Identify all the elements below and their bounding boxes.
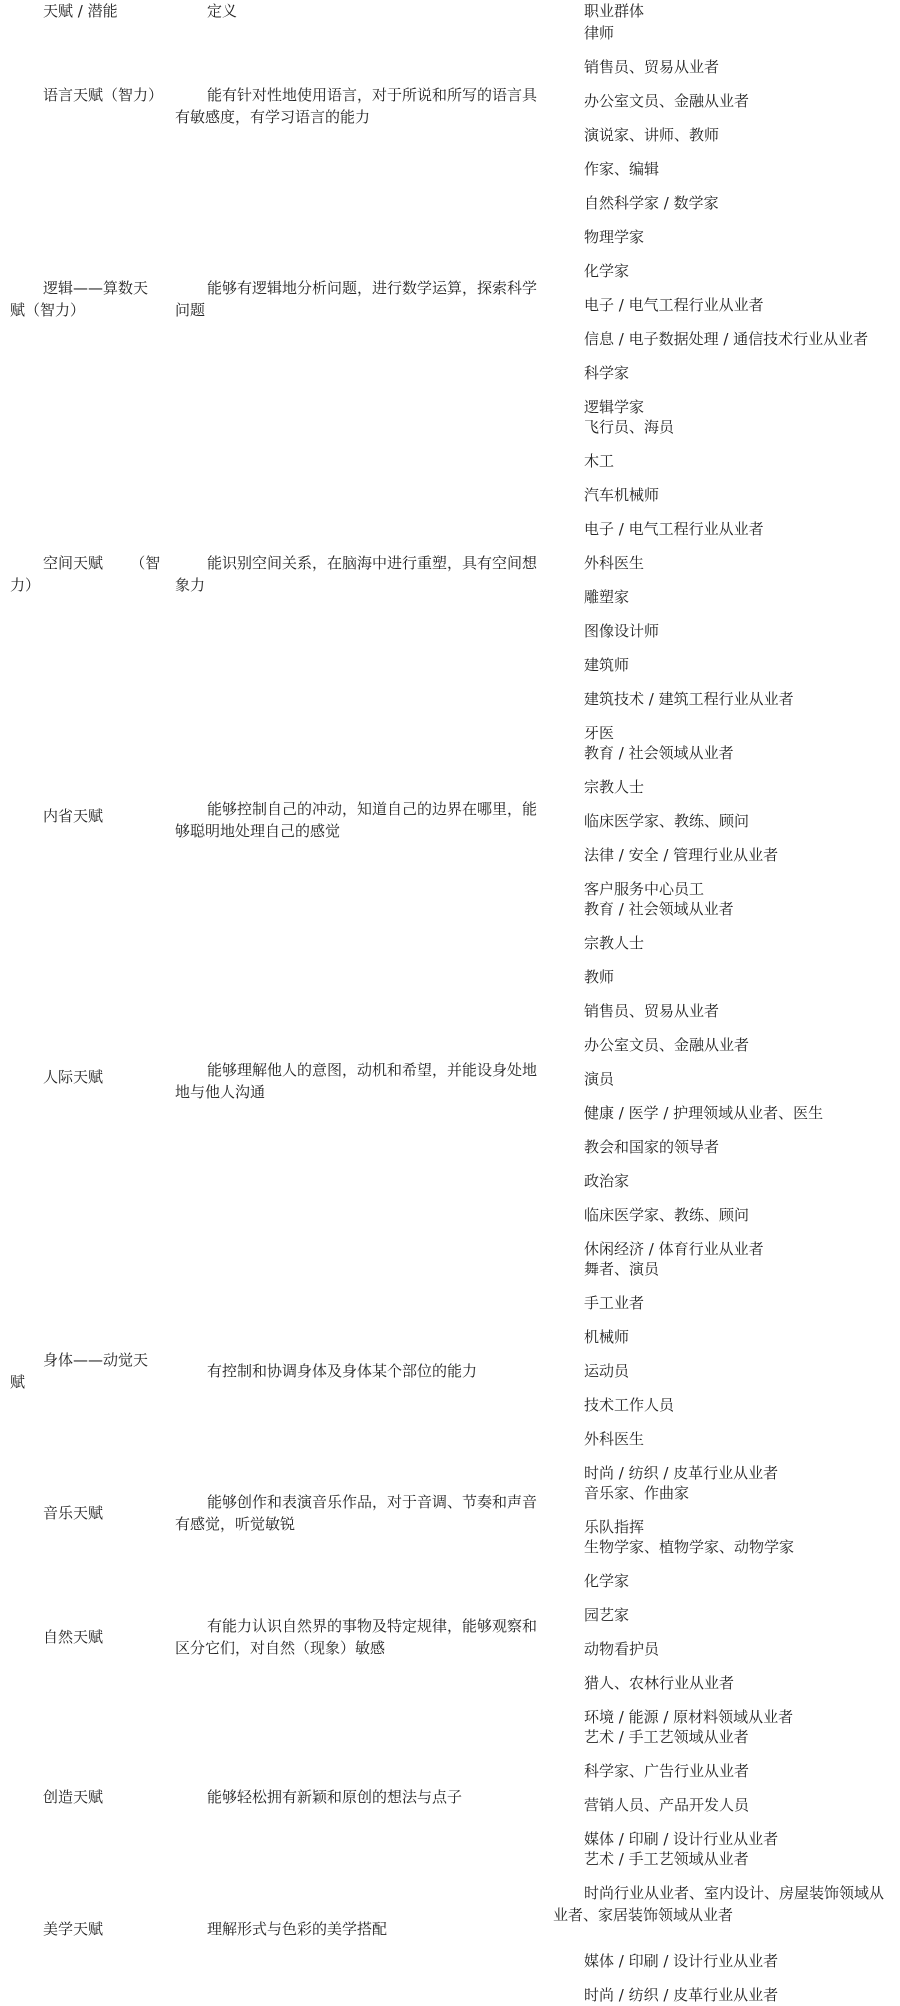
occupation-interpersonal: 办公室文员、金融从业者 bbox=[584, 1036, 750, 1054]
talent-bodily: 身体——动觉天赋 bbox=[10, 1351, 149, 1391]
header-occupations: 职业群体 bbox=[584, 2, 645, 20]
occupation-creative: 媒体 / 印刷 / 设计行业从业者 bbox=[584, 1830, 779, 1848]
occupation-bodily: 外科医生 bbox=[584, 1430, 645, 1448]
definition-intrapersonal: 能够控制自己的冲动，知道自己的边界在哪里，能够聪明地处理自己的感觉 bbox=[175, 800, 538, 840]
occupation-spatial: 电子 / 电气工程行业从业者 bbox=[584, 520, 764, 538]
occupation-interpersonal: 休闲经济 / 体育行业从业者 bbox=[584, 1240, 764, 1258]
talent-spatial: 空间天赋 （智力） bbox=[10, 554, 161, 594]
occupation-logic: 自然科学家 / 数学家 bbox=[584, 194, 719, 212]
definition-musical: 能够创作和表演音乐作品，对于音调、节奏和声音有感觉，听觉敏锐 bbox=[175, 1493, 538, 1533]
occupation-logic: 化学家 bbox=[584, 262, 630, 280]
occupation-interpersonal: 销售员、贸易从业者 bbox=[584, 1002, 720, 1020]
talent-creative: 创造天赋 bbox=[43, 1788, 104, 1806]
talent-musical: 音乐天赋 bbox=[43, 1504, 104, 1522]
occupation-creative: 营销人员、产品开发人员 bbox=[584, 1796, 750, 1814]
talent-intrapersonal: 内省天赋 bbox=[43, 807, 104, 825]
occupation-spatial: 图像设计师 bbox=[584, 622, 660, 640]
definition-spatial: 能识别空间关系，在脑海中进行重塑，具有空间想象力 bbox=[175, 554, 538, 594]
talent-verbal: 语言天赋（智力） bbox=[43, 86, 164, 104]
occupation-verbal: 销售员、贸易从业者 bbox=[584, 58, 720, 76]
occupation-aesthetic: 媒体 / 印刷 / 设计行业从业者 bbox=[584, 1952, 779, 1970]
occupation-intrapersonal: 教育 / 社会领域从业者 bbox=[584, 744, 734, 762]
definition-aesthetic: 理解形式与色彩的美学搭配 bbox=[207, 1920, 388, 1938]
occupation-verbal: 作家、编辑 bbox=[584, 160, 660, 178]
definition-naturalist: 有能力认识自然界的事物及特定规律，能够观察和区分它们，对自然（现象）敏感 bbox=[175, 1617, 538, 1657]
occupation-logic: 物理学家 bbox=[584, 228, 645, 246]
occupation-naturalist: 化学家 bbox=[584, 1572, 630, 1590]
occupation-interpersonal: 政治家 bbox=[584, 1172, 630, 1190]
definition-creative: 能够轻松拥有新颖和原创的想法与点子 bbox=[207, 1788, 463, 1806]
occupation-interpersonal: 健康 / 医学 / 护理领域从业者、医生 bbox=[584, 1104, 824, 1122]
occupation-aesthetic: 时尚行业从业者、室内设计、房屋装饰领域从业者、家居装饰领域从业者 bbox=[553, 1884, 885, 1924]
occupation-bodily: 舞者、演员 bbox=[584, 1260, 660, 1278]
talent-interpersonal: 人际天赋 bbox=[43, 1068, 104, 1086]
occupation-intrapersonal: 客户服务中心员工 bbox=[584, 880, 705, 898]
definition-bodily: 有控制和协调身体及身体某个部位的能力 bbox=[207, 1362, 478, 1380]
occupation-interpersonal: 演员 bbox=[584, 1070, 615, 1088]
occupation-naturalist: 环境 / 能源 / 原材料领域从业者 bbox=[584, 1708, 794, 1726]
occupation-logic: 逻辑学家 bbox=[584, 398, 645, 416]
occupation-naturalist: 园艺家 bbox=[584, 1606, 630, 1624]
occupation-interpersonal: 临床医学家、教练、顾问 bbox=[584, 1206, 750, 1224]
occupation-bodily: 机械师 bbox=[584, 1328, 630, 1346]
occupation-logic: 科学家 bbox=[584, 364, 630, 382]
occupation-verbal: 律师 bbox=[584, 24, 615, 42]
occupation-musical: 乐队指挥 bbox=[584, 1518, 645, 1536]
talent-naturalist: 自然天赋 bbox=[43, 1628, 104, 1646]
occupation-naturalist: 猎人、农林行业从业者 bbox=[584, 1674, 735, 1692]
occupation-creative: 艺术 / 手工艺领域从业者 bbox=[584, 1728, 749, 1746]
definition-interpersonal: 能够理解他人的意图，动机和希望，并能设身处地地与他人沟通 bbox=[175, 1061, 538, 1101]
occupation-interpersonal: 教会和国家的领导者 bbox=[584, 1138, 720, 1156]
occupation-spatial: 外科医生 bbox=[584, 554, 645, 572]
occupation-logic: 信息 / 电子数据处理 / 通信技术行业从业者 bbox=[584, 330, 869, 348]
occupation-spatial: 建筑师 bbox=[584, 656, 630, 674]
occupation-verbal: 演说家、讲师、教师 bbox=[584, 126, 720, 144]
occupation-aesthetic: 艺术 / 手工艺领域从业者 bbox=[584, 1850, 749, 1868]
occupation-aesthetic: 时尚 / 纺织 / 皮革行业从业者 bbox=[584, 1986, 779, 2004]
occupation-interpersonal: 教师 bbox=[584, 968, 615, 986]
occupation-naturalist: 动物看护员 bbox=[584, 1640, 660, 1658]
occupation-interpersonal: 教育 / 社会领域从业者 bbox=[584, 900, 734, 918]
occupation-bodily: 手工业者 bbox=[584, 1294, 645, 1312]
occupation-spatial: 建筑技术 / 建筑工程行业从业者 bbox=[584, 690, 794, 708]
occupation-verbal: 办公室文员、金融从业者 bbox=[584, 92, 750, 110]
occupation-intrapersonal: 临床医学家、教练、顾问 bbox=[584, 812, 750, 830]
header-definition: 定义 bbox=[207, 2, 238, 20]
definition-verbal: 能有针对性地使用语言，对于所说和所写的语言具有敏感度，有学习语言的能力 bbox=[175, 86, 538, 126]
occupation-creative: 科学家、广告行业从业者 bbox=[584, 1762, 750, 1780]
occupation-musical: 音乐家、作曲家 bbox=[584, 1484, 690, 1502]
occupation-bodily: 运动员 bbox=[584, 1362, 630, 1380]
occupation-logic: 电子 / 电气工程行业从业者 bbox=[584, 296, 764, 314]
occupation-interpersonal: 宗教人士 bbox=[584, 934, 645, 952]
occupation-bodily: 技术工作人员 bbox=[584, 1396, 675, 1414]
occupation-spatial: 飞行员、海员 bbox=[584, 418, 675, 436]
header-talent: 天赋 / 潜能 bbox=[43, 2, 118, 20]
talent-aesthetic: 美学天赋 bbox=[43, 1920, 104, 1938]
occupation-spatial: 牙医 bbox=[584, 724, 615, 742]
occupation-bodily: 时尚 / 纺织 / 皮革行业从业者 bbox=[584, 1464, 779, 1482]
definition-logic: 能够有逻辑地分析问题，进行数学运算，探索科学问题 bbox=[175, 279, 538, 319]
talent-logic: 逻辑——算数天赋（智力） bbox=[10, 279, 149, 319]
occupation-naturalist: 生物学家、植物学家、动物学家 bbox=[584, 1538, 795, 1556]
occupation-spatial: 汽车机械师 bbox=[584, 486, 660, 504]
occupation-intrapersonal: 法律 / 安全 / 管理行业从业者 bbox=[584, 846, 779, 864]
occupation-intrapersonal: 宗教人士 bbox=[584, 778, 645, 796]
occupation-spatial: 雕塑家 bbox=[584, 588, 630, 606]
occupation-spatial: 木工 bbox=[584, 452, 615, 470]
